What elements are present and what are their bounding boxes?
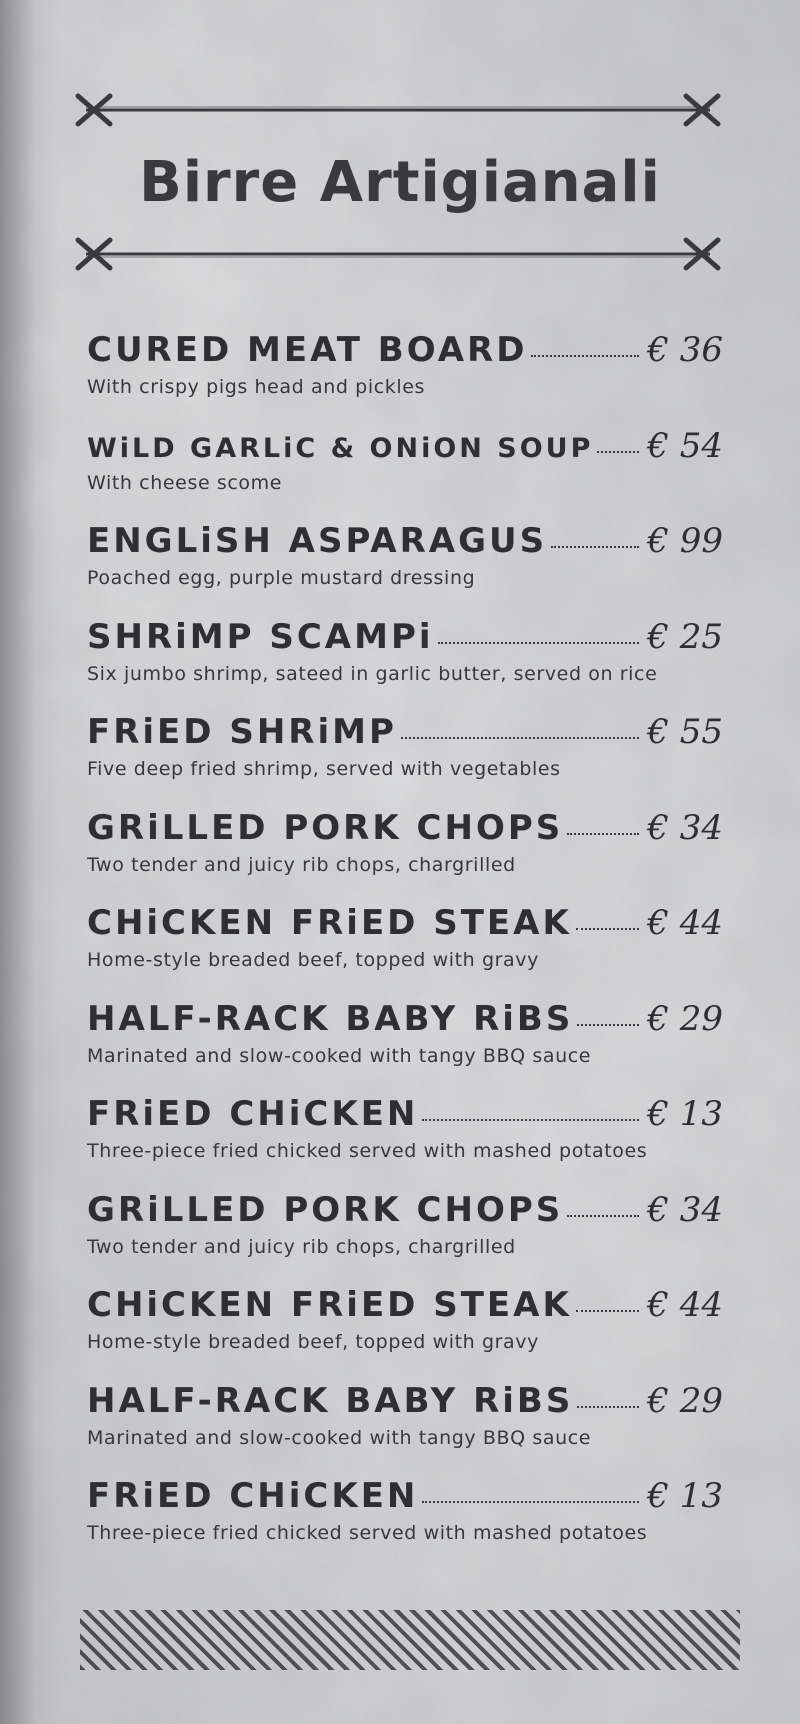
item-description: Three-piece fried chicked served with mashed potatoes bbox=[87, 1522, 648, 1544]
leader-dots bbox=[551, 546, 639, 548]
item-price: € 25 bbox=[647, 616, 723, 657]
item-description: Three-piece fried chicked served with mashed potatoes bbox=[87, 1140, 648, 1162]
menu-item bbox=[87, 1186, 727, 1282]
item-description: Two tender and juicy rib chops, chargrilled bbox=[87, 1235, 516, 1258]
item-description: Two tender and juicy rib chops, chargrilled bbox=[87, 853, 516, 876]
item-price: € 29 bbox=[647, 1380, 723, 1421]
menu-item bbox=[87, 804, 727, 900]
item-name: CHiCKEN FRiED STEAK bbox=[87, 1285, 572, 1325]
menu-item bbox=[87, 422, 727, 518]
item-description: Five deep fried shrimp, served with vegetables bbox=[87, 758, 561, 780]
leader-dots bbox=[576, 928, 640, 930]
leader-dots bbox=[597, 451, 639, 453]
hatched-footer-band bbox=[80, 1610, 740, 1670]
menu-item bbox=[87, 1090, 727, 1186]
leader-dots bbox=[422, 1501, 639, 1503]
item-price: € 55 bbox=[647, 712, 723, 752]
item-name: GRiLLED PORK CHOPS bbox=[87, 1189, 564, 1230]
item-name: GRiLLED PORK CHOPS bbox=[87, 807, 564, 848]
bottom-divider bbox=[68, 234, 728, 274]
item-name: HALF-RACK BABY RiBS bbox=[87, 1380, 574, 1421]
leader-dots bbox=[576, 1310, 640, 1312]
item-price: € 34 bbox=[647, 807, 723, 848]
page-edge-shadow bbox=[0, 0, 60, 1724]
item-description: Marinated and slow-cooked with tangy BBQ sauce bbox=[87, 1044, 592, 1067]
leader-dots bbox=[422, 1119, 639, 1121]
item-name: FRiED CHiCKEN bbox=[87, 1476, 419, 1516]
item-name: FRiED SHRiMP bbox=[87, 712, 397, 752]
item-description: Marinated and slow-cooked with tangy BBQ sauce bbox=[87, 1426, 592, 1449]
leader-dots bbox=[401, 737, 639, 739]
menu-item bbox=[87, 1281, 727, 1377]
leader-dots bbox=[567, 1215, 639, 1217]
menu-item bbox=[87, 995, 727, 1091]
leader-dots bbox=[438, 642, 640, 644]
leader-dots bbox=[577, 1024, 639, 1026]
menu-item bbox=[87, 708, 727, 804]
item-description: Home-style breaded beef, topped with gravy bbox=[87, 949, 539, 971]
leader-dots bbox=[567, 833, 639, 835]
item-price: € 34 bbox=[647, 1189, 723, 1230]
item-description: Poached egg, purple mustard dressing bbox=[87, 567, 476, 589]
item-description: Home-style breaded beef, topped with gravy bbox=[87, 1331, 539, 1353]
item-name: CURED MEAT BOARD bbox=[87, 330, 528, 370]
menu-item bbox=[87, 899, 727, 995]
item-name: CHiCKEN FRiED STEAK bbox=[87, 903, 572, 943]
top-divider bbox=[68, 90, 728, 130]
item-description: With crispy pigs head and pickles bbox=[87, 376, 426, 398]
item-price: € 54 bbox=[647, 425, 723, 466]
item-price: € 13 bbox=[647, 1094, 723, 1134]
item-price: € 44 bbox=[647, 903, 723, 943]
item-description: With cheese scome bbox=[87, 471, 283, 494]
menu-title: Birre Artigianali bbox=[139, 150, 661, 215]
item-name: HALF-RACK BABY RiBS bbox=[87, 998, 574, 1039]
menu-item bbox=[87, 517, 727, 613]
item-description: Six jumbo shrimp, sateed in garlic butter, served on rice bbox=[87, 662, 658, 685]
item-name: SHRiMP SCAMPi bbox=[87, 616, 434, 657]
leader-dots bbox=[531, 355, 639, 357]
item-name: WiLD GARLiC & ONiON SOUP bbox=[87, 432, 594, 464]
item-name: ENGLiSH ASPARAGUS bbox=[87, 521, 548, 561]
item-name: FRiED CHiCKEN bbox=[87, 1094, 419, 1134]
item-price: € 36 bbox=[647, 330, 723, 370]
item-price: € 44 bbox=[647, 1285, 723, 1325]
menu-item bbox=[87, 326, 727, 422]
menu-item bbox=[87, 613, 727, 709]
item-price: € 29 bbox=[647, 998, 723, 1039]
item-price: € 99 bbox=[647, 521, 723, 561]
menu-item bbox=[87, 1377, 727, 1473]
menu-list bbox=[87, 326, 727, 1568]
leader-dots bbox=[577, 1406, 639, 1408]
item-price: € 13 bbox=[647, 1476, 723, 1516]
menu-item bbox=[87, 1472, 727, 1568]
